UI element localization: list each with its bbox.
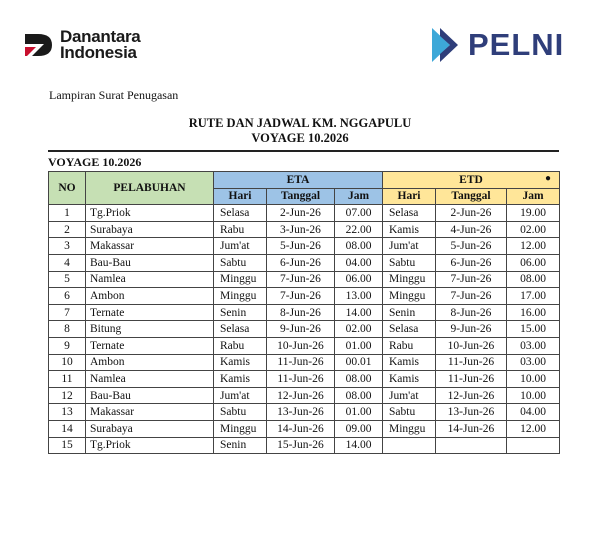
table-row: [49, 221, 560, 238]
cell-eta-time: 13.00: [335, 288, 383, 305]
cell-port: Namlea: [86, 271, 214, 288]
cell-etd-day: Jum'at: [383, 387, 436, 404]
cell-etd-time: 12.00: [507, 238, 560, 255]
cell-port: Ambon: [86, 354, 214, 371]
pelni-logo-icon: [428, 26, 462, 64]
table-row: [49, 254, 560, 271]
voyage-label: VOYAGE 10.2026: [48, 155, 142, 169]
cell-port: Makassar: [86, 404, 214, 421]
cell-port: Bitung: [86, 321, 214, 338]
cell-eta-time: 09.00: [335, 420, 383, 437]
cell-no: 5: [49, 271, 86, 288]
cell-eta-day: Minggu: [214, 288, 267, 305]
table-row: [49, 271, 560, 288]
lampiran-label: Lampiran Surat Penugasan: [49, 88, 179, 102]
cell-eta-time: 00.01: [335, 354, 383, 371]
cell-etd-date: [436, 437, 507, 454]
cell-etd-day: [383, 437, 436, 454]
table-row: [49, 420, 560, 437]
cell-eta-date: 3-Jun-26: [267, 221, 335, 238]
cell-port: Makassar: [86, 238, 214, 255]
cell-etd-time: 10.00: [507, 371, 560, 388]
header-pelabuhan: PELABUHAN: [86, 172, 214, 205]
header-eta: ETA: [214, 172, 383, 189]
cell-eta-date: 11-Jun-26: [267, 371, 335, 388]
cell-eta-time: 01.00: [335, 337, 383, 354]
cell-eta-day: Selasa: [214, 321, 267, 338]
cell-etd-date: 4-Jun-26: [436, 221, 507, 238]
cell-etd-time: [507, 437, 560, 454]
pelni-logo: [428, 26, 564, 64]
divider-line: [48, 150, 559, 152]
cell-no: 8: [49, 321, 86, 338]
cell-eta-date: 7-Jun-26: [267, 271, 335, 288]
cell-etd-day: Kamis: [383, 221, 436, 238]
cell-etd-time: 19.00: [507, 205, 560, 222]
cell-no: 9: [49, 337, 86, 354]
cell-eta-time: 06.00: [335, 271, 383, 288]
cell-eta-day: Kamis: [214, 354, 267, 371]
cell-etd-day: Kamis: [383, 371, 436, 388]
table-row: [49, 288, 560, 305]
cell-etd-time: 15.00: [507, 321, 560, 338]
cell-port: Ambon: [86, 288, 214, 305]
header-etd-jam: Jam: [507, 188, 560, 205]
cell-etd-day: Selasa: [383, 321, 436, 338]
cell-eta-date: 13-Jun-26: [267, 404, 335, 421]
cell-eta-date: 2-Jun-26: [267, 205, 335, 222]
cell-eta-day: Senin: [214, 437, 267, 454]
cell-no: 4: [49, 254, 86, 271]
cell-etd-time: 16.00: [507, 304, 560, 321]
cell-etd-day: Minggu: [383, 420, 436, 437]
cell-etd-date: 6-Jun-26: [436, 254, 507, 271]
cell-etd-time: 06.00: [507, 254, 560, 271]
cell-no: 3: [49, 238, 86, 255]
cell-etd-day: Minggu: [383, 288, 436, 305]
table-row: [49, 205, 560, 222]
cell-port: Bau-Bau: [86, 387, 214, 404]
header-etd-hari: Hari: [383, 188, 436, 205]
header-no: NO: [49, 172, 86, 205]
cell-eta-date: 5-Jun-26: [267, 238, 335, 255]
cell-etd-day: Rabu: [383, 337, 436, 354]
cell-port: Surabaya: [86, 420, 214, 437]
cell-etd-time: 02.00: [507, 221, 560, 238]
cell-port: Namlea: [86, 371, 214, 388]
cell-eta-day: Sabtu: [214, 404, 267, 421]
document-subtitle: VOYAGE 10.2026: [251, 131, 349, 145]
cell-eta-date: 15-Jun-26: [267, 437, 335, 454]
cell-eta-date: 10-Jun-26: [267, 337, 335, 354]
cell-etd-date: 12-Jun-26: [436, 387, 507, 404]
cell-no: 10: [49, 354, 86, 371]
cell-no: 15: [49, 437, 86, 454]
cell-port: Bau-Bau: [86, 254, 214, 271]
cell-no: 11: [49, 371, 86, 388]
cell-eta-day: Selasa: [214, 205, 267, 222]
pelni-wordmark: PELNI: [468, 27, 565, 62]
header-eta-jam: Jam: [335, 188, 383, 205]
cell-etd-date: 11-Jun-26: [436, 371, 507, 388]
cell-etd-day: Sabtu: [383, 254, 436, 271]
cell-eta-date: 7-Jun-26: [267, 288, 335, 305]
cell-eta-time: 14.00: [335, 437, 383, 454]
header-eta-tanggal: Tanggal: [267, 188, 335, 205]
cell-etd-date: 8-Jun-26: [436, 304, 507, 321]
cell-port: Tg.Priok: [86, 437, 214, 454]
cell-eta-time: 22.00: [335, 221, 383, 238]
cell-port: Ternate: [86, 304, 214, 321]
table-row: [49, 354, 560, 371]
cell-etd-time: 03.00: [507, 337, 560, 354]
cell-eta-day: Sabtu: [214, 254, 267, 271]
cell-port: Ternate: [86, 337, 214, 354]
table-row: [49, 337, 560, 354]
table-row: [49, 238, 560, 255]
cell-eta-date: 12-Jun-26: [267, 387, 335, 404]
header-etd: ETD ●: [383, 172, 560, 189]
cell-eta-time: 08.00: [335, 238, 383, 255]
cell-port: Surabaya: [86, 221, 214, 238]
cell-etd-date: 10-Jun-26: [436, 337, 507, 354]
cell-etd-date: 5-Jun-26: [436, 238, 507, 255]
danantara-logo: [22, 28, 140, 62]
cell-etd-date: 13-Jun-26: [436, 404, 507, 421]
cell-eta-date: 8-Jun-26: [267, 304, 335, 321]
cell-port: Tg.Priok: [86, 205, 214, 222]
cell-etd-date: 2-Jun-26: [436, 205, 507, 222]
cell-no: 1: [49, 205, 86, 222]
cell-etd-time: 08.00: [507, 271, 560, 288]
table-row: [49, 304, 560, 321]
cell-eta-day: Senin: [214, 304, 267, 321]
table-row: [49, 371, 560, 388]
cell-eta-time: 02.00: [335, 321, 383, 338]
cell-no: 7: [49, 304, 86, 321]
cell-eta-time: 08.00: [335, 371, 383, 388]
danantara-wordmark: Danantara Indonesia: [60, 27, 141, 62]
danantara-logo-icon: [22, 28, 56, 62]
cell-etd-time: 10.00: [507, 387, 560, 404]
cell-eta-time: 14.00: [335, 304, 383, 321]
cell-etd-date: 7-Jun-26: [436, 288, 507, 305]
cell-eta-day: Rabu: [214, 221, 267, 238]
cell-etd-date: 7-Jun-26: [436, 271, 507, 288]
cell-etd-day: Senin: [383, 304, 436, 321]
cell-eta-date: 11-Jun-26: [267, 354, 335, 371]
table-row: [49, 321, 560, 338]
cell-no: 13: [49, 404, 86, 421]
cell-etd-date: 11-Jun-26: [436, 354, 507, 371]
cell-eta-day: Jum'at: [214, 387, 267, 404]
cell-etd-date: 14-Jun-26: [436, 420, 507, 437]
cell-eta-date: 14-Jun-26: [267, 420, 335, 437]
cell-etd-time: 17.00: [507, 288, 560, 305]
cell-etd-time: 03.00: [507, 354, 560, 371]
table-row: [49, 404, 560, 421]
table-row: [49, 387, 560, 404]
schedule-table: [48, 171, 560, 454]
cell-eta-day: Minggu: [214, 420, 267, 437]
cell-eta-day: Minggu: [214, 271, 267, 288]
cell-eta-date: 9-Jun-26: [267, 321, 335, 338]
header-etd-tanggal: Tanggal: [436, 188, 507, 205]
document-title: RUTE DAN JADWAL KM. NGGAPULU: [188, 116, 412, 130]
cell-etd-day: Selasa: [383, 205, 436, 222]
cell-etd-time: 12.00: [507, 420, 560, 437]
cell-eta-day: Jum'at: [214, 238, 267, 255]
table-row: [49, 437, 560, 454]
cell-eta-day: Kamis: [214, 371, 267, 388]
cell-no: 2: [49, 221, 86, 238]
cell-etd-day: Sabtu: [383, 404, 436, 421]
cell-eta-time: 04.00: [335, 254, 383, 271]
cell-eta-date: 6-Jun-26: [267, 254, 335, 271]
cell-no: 14: [49, 420, 86, 437]
cell-etd-day: Minggu: [383, 271, 436, 288]
cell-etd-day: Jum'at: [383, 238, 436, 255]
cell-eta-day: Rabu: [214, 337, 267, 354]
cell-eta-time: 08.00: [335, 387, 383, 404]
cell-etd-day: Kamis: [383, 354, 436, 371]
cell-etd-time: 04.00: [507, 404, 560, 421]
cell-no: 6: [49, 288, 86, 305]
cell-etd-date: 9-Jun-26: [436, 321, 507, 338]
cell-eta-time: 01.00: [335, 404, 383, 421]
cell-eta-time: 07.00: [335, 205, 383, 222]
table-body: [49, 205, 560, 454]
cell-no: 12: [49, 387, 86, 404]
header-eta-hari: Hari: [214, 188, 267, 205]
table-header-row: [49, 172, 560, 189]
